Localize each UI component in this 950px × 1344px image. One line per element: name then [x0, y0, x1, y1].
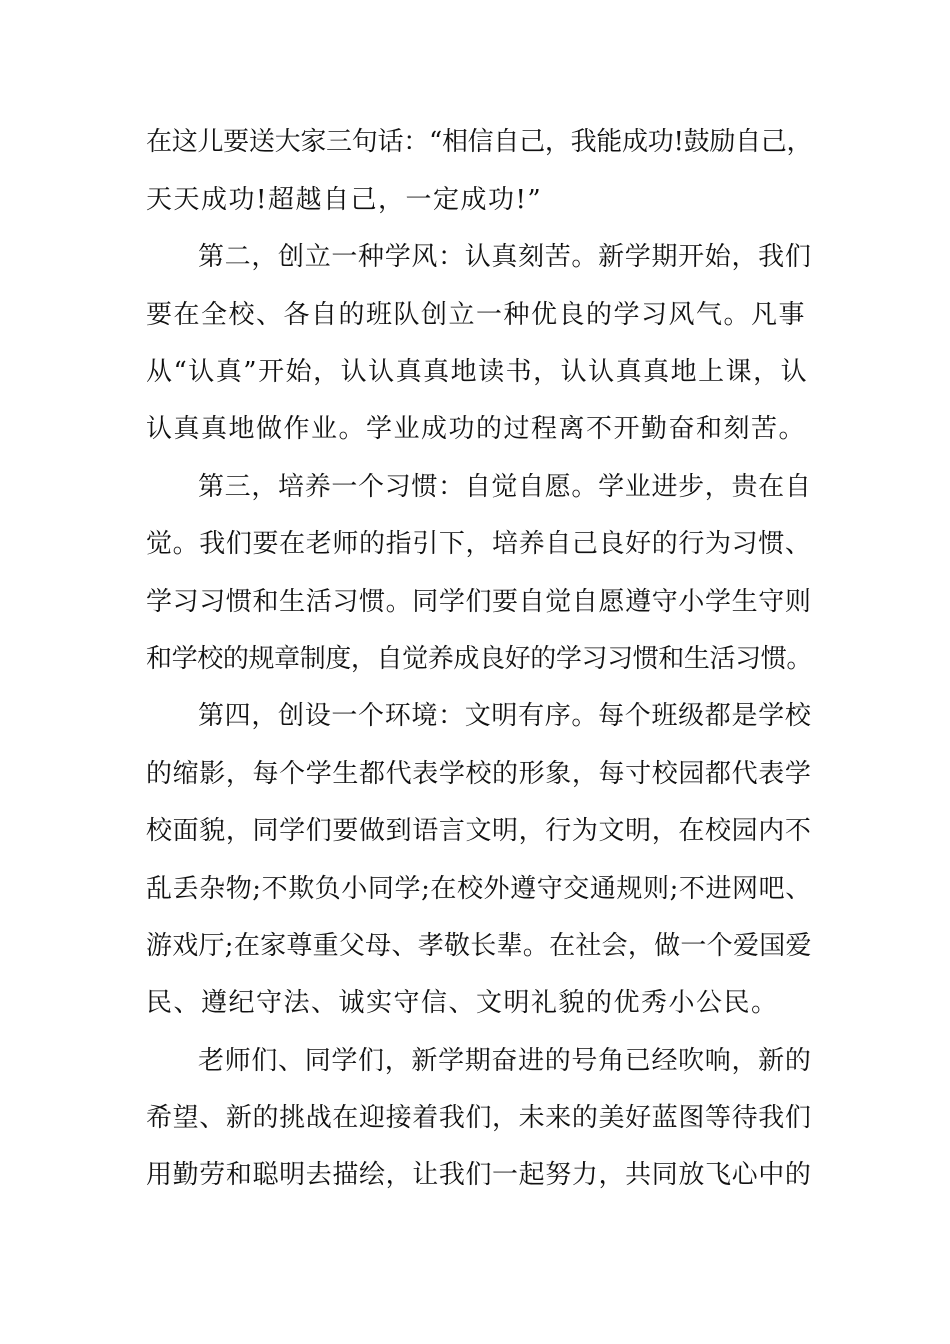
text-line: 学习习惯和生活习惯。同学们要自觉自愿遵守小学生守则	[146, 587, 812, 617]
text-line: 的缩影，每个学生都代表学校的形象，每寸校园都代表学	[146, 759, 812, 789]
paragraph-start-line: 第四，创设一个环境：文明有序。每个班级都是学校	[198, 701, 812, 731]
text-line: 民、遵纪守法、诚实守信、文明礼貌的优秀小公民。	[146, 988, 779, 1018]
text-line: 游戏厅;在家尊重父母、孝敬长辈。在社会，做一个爱国爱	[146, 931, 812, 961]
text-line: 天天成功!超越自己，一定成功!”	[146, 185, 543, 215]
text-line: 在这儿要送大家三句话：“相信自己，我能成功!鼓励自己，	[146, 127, 813, 157]
paragraph-start-line: 第三，培养一个习惯：自觉自愿。学业进步，贵在自	[198, 472, 812, 502]
paragraph-start-line: 第二，创立一种学风：认真刻苦。新学期开始，我们	[198, 242, 812, 272]
text-line: 觉。我们要在老师的指引下，培养自己良好的行为习惯、	[146, 529, 812, 559]
text-line: 希望、新的挑战在迎接着我们，未来的美好蓝图等待我们	[146, 1103, 812, 1133]
text-line: 乱丢杂物;不欺负小同学;在校外遵守交通规则;不进网吧、	[146, 874, 812, 904]
text-line: 校面貌，同学们要做到语言文明，行为文明，在校园内不	[146, 816, 812, 846]
text-line: 和学校的规章制度，自觉养成良好的学习习惯和生活习惯。	[146, 644, 813, 674]
text-line: 用勤劳和聪明去描绘，让我们一起努力，共同放飞心中的	[146, 1160, 812, 1190]
paragraph-start-line: 老师们、同学们，新学期奋进的号角已经吹响，新的	[198, 1046, 812, 1076]
text-line: 要在全校、各自的班队创立一种优良的学习风气。凡事	[146, 300, 807, 330]
text-line: 认真真地做作业。学业成功的过程离不开勤奋和刻苦。	[146, 414, 807, 444]
text-line: 从“认真”开始，认认真真地读书，认认真真地上课，认	[146, 357, 809, 387]
